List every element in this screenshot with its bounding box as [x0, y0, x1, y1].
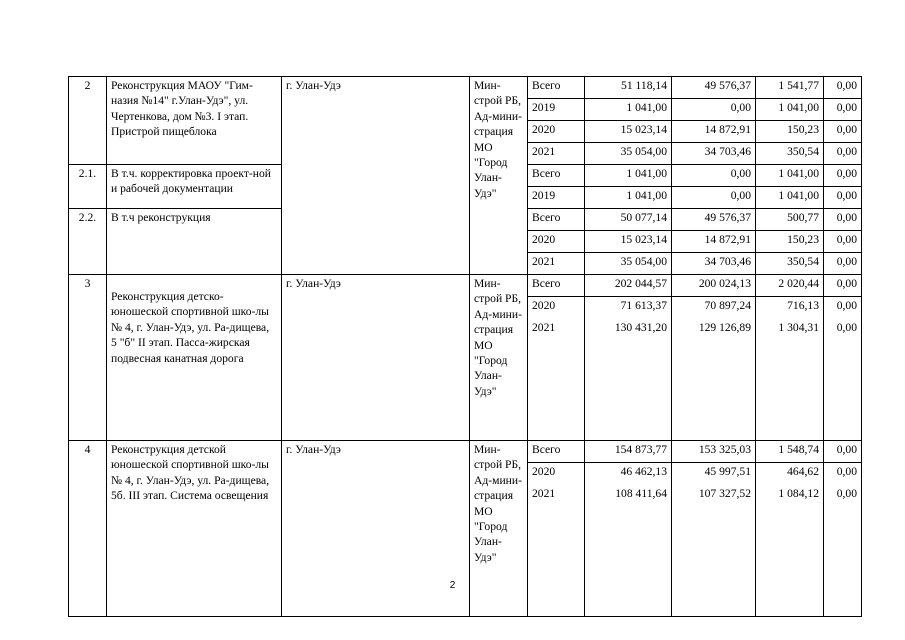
total-cell: 51 118,14	[585, 77, 672, 99]
empty-cell	[528, 507, 585, 617]
value-cell: 0,00	[824, 165, 862, 187]
project-name	[107, 275, 282, 441]
value-cell: 0,00	[824, 441, 862, 463]
location-cell: г. Улан-Удэ	[282, 77, 470, 275]
total-cell: 202 044,57	[585, 275, 672, 297]
value-cell: 0,00	[824, 77, 862, 99]
value-cell: 34 703,46	[672, 253, 756, 275]
value-cell: 1 041,00	[756, 187, 824, 209]
funding-table	[68, 76, 862, 617]
value-cell: 1 041,00	[756, 99, 824, 121]
total-cell: 15 023,14	[585, 121, 672, 143]
value-cell: 49 576,37	[672, 209, 756, 231]
value-cell: 0,00	[824, 121, 862, 143]
total-cell: 71 613,37	[585, 297, 672, 319]
value-cell: 464,62	[756, 463, 824, 485]
value-cell: 350,54	[756, 143, 824, 165]
value-cell: 45 997,51	[672, 463, 756, 485]
value-cell: 1 041,00	[756, 165, 824, 187]
value-cell: 0,00	[824, 99, 862, 121]
value-cell: 0,00	[672, 165, 756, 187]
total-cell: 1 041,00	[585, 187, 672, 209]
value-cell: 350,54	[756, 253, 824, 275]
empty-cell	[824, 507, 862, 617]
period-cell: 2020	[528, 463, 585, 485]
value-cell: 14 872,91	[672, 231, 756, 253]
project-name: Реконструкция МАОУ "Гим-назия №14" г.Улан-Удэ", ул. Чертенкова, дом №3. I этап. Пристрой пищеблока	[107, 77, 282, 165]
project-name-text: Реконструкция детско-юношеской спортивной шко-лы № 4, г. Улан-Удэ, ул. Ра-дищева, 5 "б" II этап. Пасса-жирская подвесная канатная дорога	[111, 290, 270, 365]
value-cell: 70 897,24	[672, 297, 756, 319]
empty-cell	[585, 507, 672, 617]
empty-cell	[585, 341, 672, 441]
value-cell: 150,23	[756, 231, 824, 253]
total-cell: 1 041,00	[585, 165, 672, 187]
value-cell: 200 024,13	[672, 275, 756, 297]
row-number: 2.1.	[69, 165, 107, 209]
empty-cell	[672, 507, 756, 617]
value-cell: 0,00	[824, 319, 862, 341]
table-row	[69, 275, 862, 297]
value-cell: 107 327,52	[672, 485, 756, 507]
total-cell: 46 462,13	[585, 463, 672, 485]
value-cell: 34 703,46	[672, 143, 756, 165]
total-cell: 154 873,77	[585, 441, 672, 463]
empty-cell	[528, 341, 585, 441]
period-cell: Всего	[528, 275, 585, 297]
value-cell: 0,00	[824, 143, 862, 165]
value-cell: 1 548,74	[756, 441, 824, 463]
period-cell: 2019	[528, 187, 585, 209]
period-cell: Всего	[528, 209, 585, 231]
total-cell: 130 431,20	[585, 319, 672, 341]
value-cell: 1 541,77	[756, 77, 824, 99]
empty-cell	[824, 341, 862, 441]
period-cell: 2021	[528, 253, 585, 275]
value-cell: 49 576,37	[672, 77, 756, 99]
row-number: 2.2.	[69, 209, 107, 275]
value-cell: 150,23	[756, 121, 824, 143]
period-cell: 2020	[528, 121, 585, 143]
total-cell: 35 054,00	[585, 143, 672, 165]
period-cell: 2020	[528, 297, 585, 319]
empty-cell	[756, 507, 824, 617]
total-cell: 15 023,14	[585, 231, 672, 253]
row-number: 3	[69, 275, 107, 441]
table-row	[69, 441, 862, 463]
empty-cell	[672, 341, 756, 441]
location-cell: г. Улан-Удэ	[282, 441, 470, 617]
total-cell: 108 411,64	[585, 485, 672, 507]
total-cell: 1 041,00	[585, 99, 672, 121]
value-cell: 0,00	[824, 187, 862, 209]
period-cell: Всего	[528, 441, 585, 463]
value-cell: 2 020,44	[756, 275, 824, 297]
value-cell: 0,00	[824, 231, 862, 253]
responsible-cell: Мин-строй РБ, Ад-мини-страция МО "Город Улан-Удэ"	[470, 441, 528, 617]
value-cell: 153 325,03	[672, 441, 756, 463]
value-cell: 0,00	[824, 297, 862, 319]
value-cell: 0,00	[672, 99, 756, 121]
table-row	[69, 77, 862, 99]
row-number: 4	[69, 441, 107, 617]
value-cell: 0,00	[824, 485, 862, 507]
project-name: Реконструкция детской юношеской спортивной шко-лы № 4, г. Улан-Удэ, ул. Ра-дищева, 5б. III этап. Система освещения	[107, 441, 282, 617]
value-cell: 716,13	[756, 297, 824, 319]
location-cell: г. Улан-Удэ	[282, 275, 470, 441]
project-name: В т.ч. корректировка проект-ной и рабочей документации	[107, 165, 282, 209]
value-cell: 14 872,91	[672, 121, 756, 143]
period-cell: Всего	[528, 77, 585, 99]
period-cell: 2019	[528, 99, 585, 121]
value-cell: 500,77	[756, 209, 824, 231]
total-cell: 50 077,14	[585, 209, 672, 231]
value-cell: 1 084,12	[756, 485, 824, 507]
total-cell: 35 054,00	[585, 253, 672, 275]
responsible-cell: Мин-строй РБ, Ад-мини-страция МО "Город Улан-Удэ"	[470, 77, 528, 275]
empty-cell	[756, 341, 824, 441]
value-cell: 0,00	[824, 275, 862, 297]
period-cell: 2021	[528, 143, 585, 165]
period-cell: 2021	[528, 319, 585, 341]
period-cell: Всего	[528, 165, 585, 187]
page-number: 2	[449, 580, 456, 591]
responsible-cell: Мин-строй РБ, Ад-мини-страция МО "Город Улан-Удэ"	[470, 275, 528, 441]
project-name: В т.ч реконструкция	[107, 209, 282, 275]
value-cell: 0,00	[824, 463, 862, 485]
period-cell: 2020	[528, 231, 585, 253]
value-cell: 0,00	[824, 253, 862, 275]
value-cell: 1 304,31	[756, 319, 824, 341]
value-cell: 0,00	[672, 187, 756, 209]
period-cell: 2021	[528, 485, 585, 507]
row-number: 2	[69, 77, 107, 165]
value-cell: 0,00	[824, 209, 862, 231]
value-cell: 129 126,89	[672, 319, 756, 341]
